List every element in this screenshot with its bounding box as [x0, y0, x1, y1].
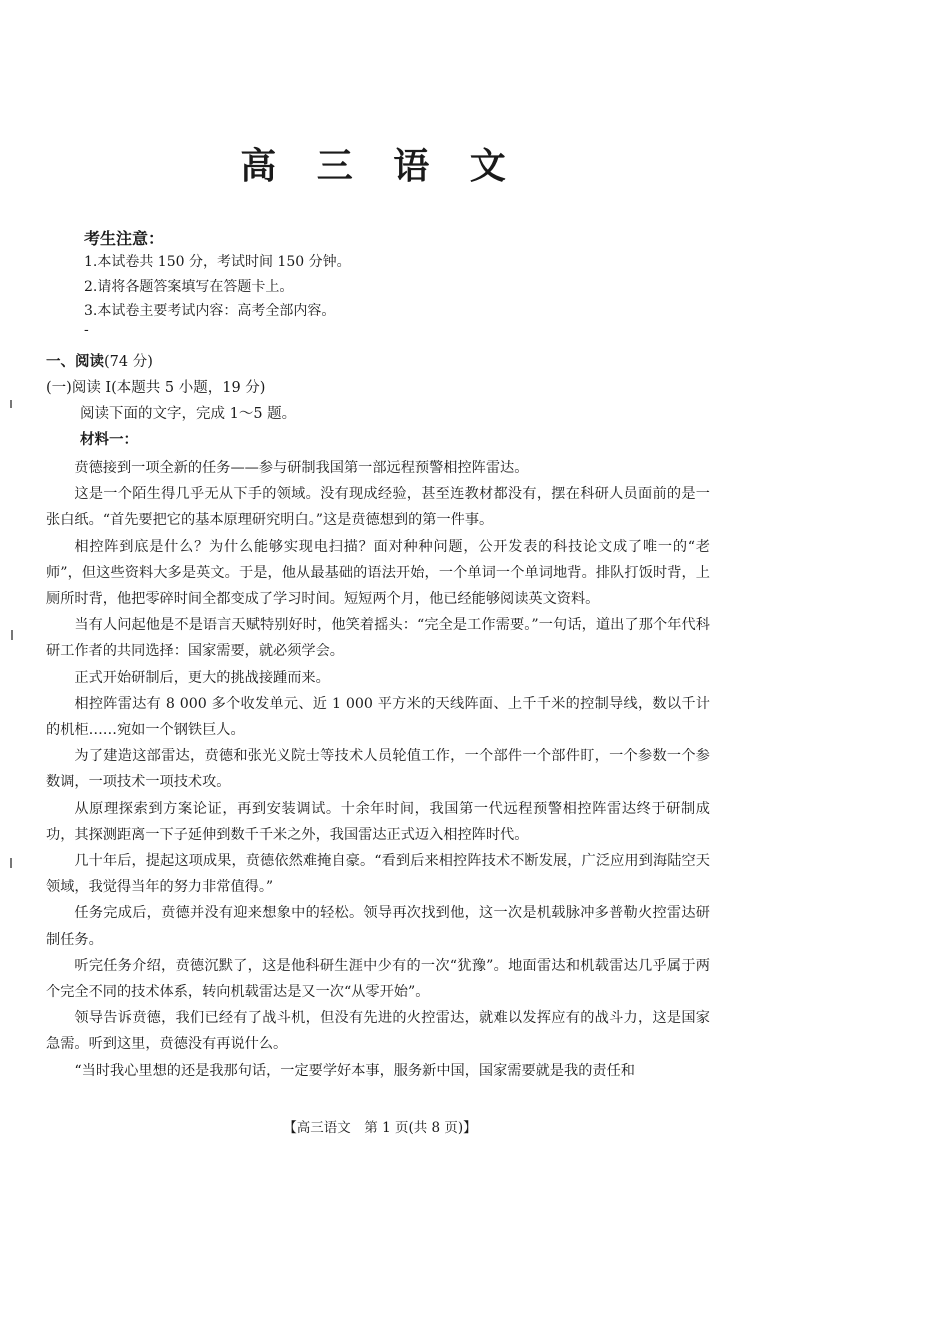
passage-body	[46, 455, 710, 1084]
passage-paragraph: 为了建造这部雷达，贲德和张光义院士等技术人员轮值工作，一个部件一个部件盯，一个参数一个参数调，一项技术一项技术攻。	[46, 748, 710, 791]
passage-paragraph: 当有人问起他是不是语言天赋特别好时，他笑着摇头：“完全是工作需要。”一句话，道出了那个年代科研工作者的共同选择：国家需要，就必须学会。	[46, 617, 710, 660]
passage-paragraph: 几十年后，提起这项成果，贲德依然难掩自豪。“看到后来相控阵技术不断发展，广泛应用到海陆空天领域，我觉得当年的努力非常值得。”	[46, 853, 710, 896]
reading-instruction: 阅读下面的文字，完成 1～5 题。	[80, 406, 297, 422]
section-heading-score: (74 分)	[104, 354, 153, 370]
section-heading	[46, 350, 153, 371]
notice-item: 2.请将各题答案填写在答题卡上。	[84, 278, 294, 295]
page-title: 高 三 语 文	[240, 146, 520, 187]
scan-margin-mark	[11, 630, 13, 640]
page-footer: 【高三语文 第 1 页(共 8 页)】	[283, 1120, 477, 1136]
scan-margin-mark	[10, 858, 12, 868]
passage-paragraph: 听完任务介绍，贲德沉默了，这是他科研生涯中少有的一次“犹豫”。地面雷达和机载雷达几乎属于两个完全不同的技术体系，转向机载雷达是又一次“从零开始”。	[46, 957, 710, 1001]
passage-paragraph: 贲德接到一项全新的任务——参与研制我国第一部远程预警相控阵雷达。	[74, 460, 529, 476]
passage-paragraph: 正式开始研制后，更大的挑战接踵而来。	[74, 669, 330, 686]
passage-paragraph: “当时我心里想的还是我那句话，一定要学好本事，服务新中国，国家需要就是我的责任和	[74, 1062, 635, 1079]
notice-dash: -	[84, 322, 89, 338]
passage-paragraph: 这是一个陌生得几乎无从下手的领域。没有现成经验，甚至连教材都没有，摆在科研人员面前的是一张白纸。“首先要把它的基本原理研究明白。”这是贲德想到的第一件事。	[46, 486, 710, 529]
passage-paragraph: 相控阵雷达有 8 000 多个收发单元、近 1 000 平方米的天线阵面、上千千米的控制导线，数以千计的机柜……宛如一个钢铁巨人。	[46, 695, 710, 739]
notice-list	[84, 250, 351, 324]
sub-section-heading: (一)阅读 Ⅰ(本题共 5 小题，19 分)	[46, 380, 266, 396]
passage-paragraph: 相控阵到底是什么？为什么能够实现电扫描？面对种种问题，公开发表的科技论文成了唯一的“老师”，但这些资料大多是英文。于是，他从最基础的语法开始，一个单词一个单词地背。排队打饭时背，上厕所时背，他把零碎时间全都变成了学习时间。短短两个月，他已经能够阅读英文资料。	[46, 538, 710, 608]
passage-paragraph: 从原理探索到方案论证，再到安装调试。十余年时间，我国第一代远程预警相控阵雷达终于研制成功，其探测距离一下子延伸到数千千米之外，我国雷达正式迈入相控阵时代。	[46, 800, 710, 843]
notice-heading: 考生注意：	[84, 229, 165, 248]
section-heading-title: 一、阅读	[46, 354, 104, 370]
notice-item: 3.本试卷主要考试内容：高考全部内容。	[84, 303, 336, 319]
passage-paragraph: 领导告诉贲德，我们已经有了战斗机，但没有先进的火控雷达，就难以发挥应有的战斗力，这是国家急需。听到这里，贲德没有再说什么。	[46, 1010, 710, 1053]
passage-paragraph: 任务完成后，贲德并没有迎来想象中的轻松。领导再次找到他，这一次是机载脉冲多普勒火控雷达研制任务。	[46, 905, 710, 948]
scan-margin-mark	[10, 400, 12, 408]
material-label: 材料一：	[80, 432, 138, 448]
notice-item: 1.本试卷共 150 分，考试时间 150 分钟。	[84, 254, 351, 270]
